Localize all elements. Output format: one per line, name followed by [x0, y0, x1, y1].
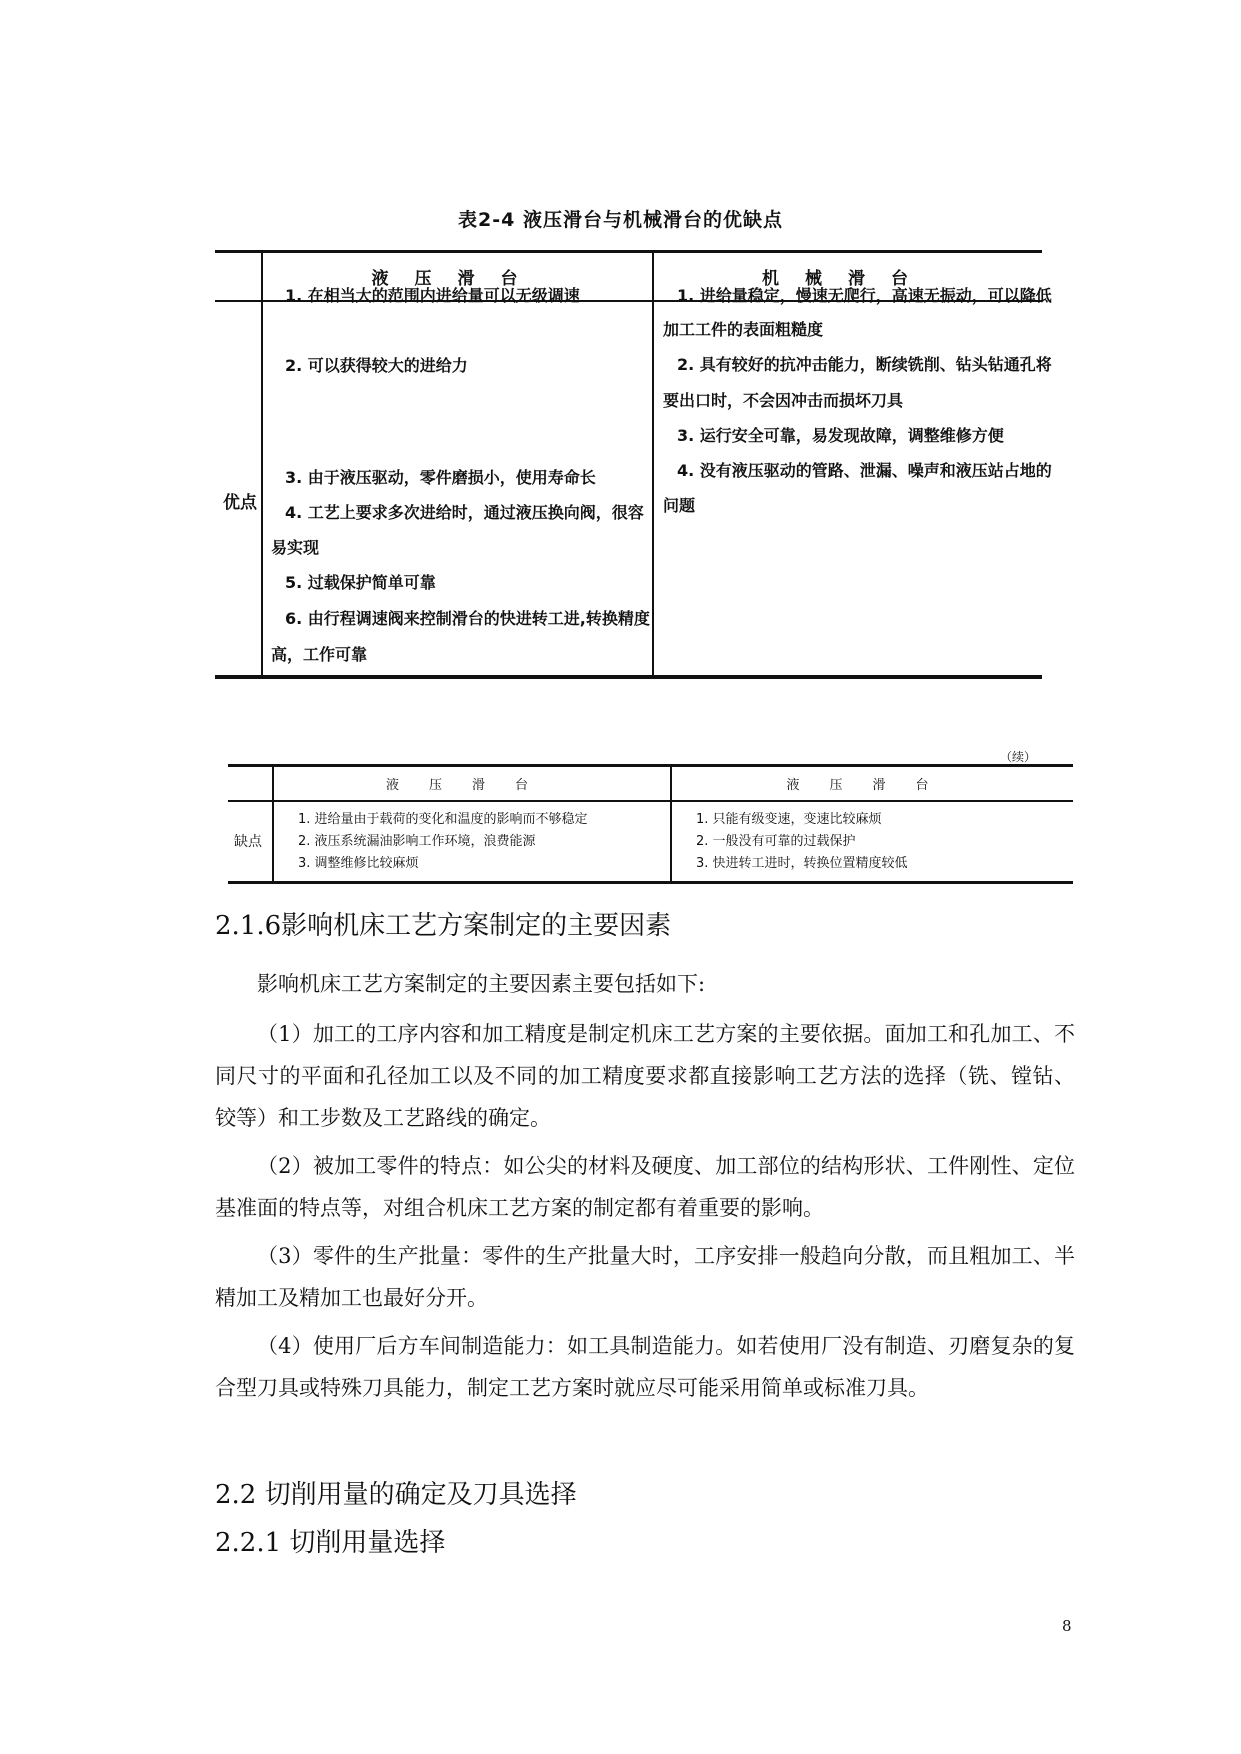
paragraph-intro: 影响机床工艺方案制定的主要因素主要包括如下: [257, 972, 706, 996]
advantages-table [215, 250, 1052, 682]
list-item: 2. 一般没有可靠的过载保护 [696, 834, 856, 849]
table-bottom-rule [215, 675, 1042, 679]
list-item: 1. 进给量由于载荷的变化和温度的影响而不够稳定 [298, 812, 588, 827]
list-item: 3. 由于液压驱动，零件磨损小，使用寿命长 [285, 468, 596, 487]
list-item: 3. 快进转工进时，转换位置精度较低 [696, 856, 908, 871]
paragraph-factor-4: （4）使用厂后方车间制造能力：如工具制造能力。如若使用厂没有制造、刃磨复杂的复合型刀具或特殊刀具能力，制定工艺方案时就应尽可能采用简单或标准刀具。 [215, 1334, 1075, 1400]
table-bottom-rule [228, 881, 1073, 884]
paragraph-factor-2: （2）被加工零件的特点：如公尖的材料及硬度、加工部位的结构形状、工件刚性、定位基准面的特点等，对组合机床工艺方案的制定都有着重要的影响。 [215, 1154, 1075, 1220]
header-mechanical-slide: 机械滑台 [762, 269, 934, 289]
list-item: 要出口时，不会因冲击而损坏刀具 [663, 391, 904, 410]
list-item: 2. 可以获得较大的进给力 [285, 356, 468, 375]
list-item: 3. 调整维修比较麻烦 [298, 856, 419, 871]
row-label-advantages: 优点 [223, 493, 257, 513]
list-item: 4. 没有液压驱动的管路、泄漏、噪声和液压站占地的 [677, 461, 1052, 480]
header-hydraulic-slide-right: 液压滑台 [786, 778, 959, 793]
list-item: 5. 过载保护简单可靠 [285, 573, 436, 592]
list-item: 高，工作可靠 [271, 645, 368, 664]
paragraph-factor-1: （1）加工的工序内容和加工精度是制定机床工艺方案的主要依据。面加工和孔加工、不同尺寸的平面和孔径加工以及不同的加工精度要求都直接影响工艺方法的选择（铣、镗钻、铰等）和工步数及工艺路线的确定。 [215, 1022, 1075, 1130]
section-heading-2-2-1: 2.2.1 切削用量选择 [215, 1528, 446, 1558]
list-item: 1. 进给量稳定，慢速无爬行，高速无振动，可以降低 [677, 286, 1052, 305]
header-hydraulic-slide: 液压滑台 [385, 778, 558, 793]
table-col-divider [261, 250, 263, 677]
list-item: 问题 [663, 496, 696, 515]
table-col-divider [652, 250, 654, 677]
table-caption: 表2-4 液压滑台与机械滑台的优缺点 [458, 209, 783, 231]
list-item: 2. 具有较好的抗冲击能力，断续铣削、钻头钻通孔将 [677, 355, 1052, 374]
continued-mark: （续） [1000, 750, 1037, 764]
section-heading-2-1-6: 2.1.6影响机床工艺方案制定的主要因素 [215, 911, 672, 941]
list-item: 加工工件的表面粗糙度 [663, 320, 824, 339]
table-header-rule [228, 800, 1073, 802]
disadvantages-table [228, 764, 1073, 886]
list-item: 6. 由行程调速阀来控制滑台的快进转工进,转换精度 [285, 609, 650, 628]
list-item: 易实现 [271, 538, 320, 557]
table-top-rule [228, 764, 1073, 767]
list-item: 2. 液压系统漏油影响工作环境，浪费能源 [298, 834, 536, 849]
list-item: 1. 在相当大的范围内进给量可以无级调速 [285, 286, 580, 305]
section-heading-2-2: 2.2 切削用量的确定及刀具选择 [215, 1480, 577, 1510]
list-item: 4. 工艺上要求多次进给时，通过液压换向阀，很容 [285, 503, 644, 522]
row-label-disadvantages: 缺点 [234, 834, 262, 850]
paragraph-factor-3: （3）零件的生产批量：零件的生产批量大时，工序安排一般趋向分散，而且粗加工、半精加工及精加工也最好分开。 [215, 1244, 1075, 1310]
table-top-rule [215, 250, 1042, 253]
list-item: 3. 运行安全可靠，易发现故障，调整维修方便 [677, 426, 1004, 445]
header-hydraulic-slide: 液压滑台 [371, 269, 544, 289]
page-number: 8 [1062, 1617, 1072, 1635]
list-item: 1. 只能有级变速，变速比较麻烦 [696, 812, 882, 827]
